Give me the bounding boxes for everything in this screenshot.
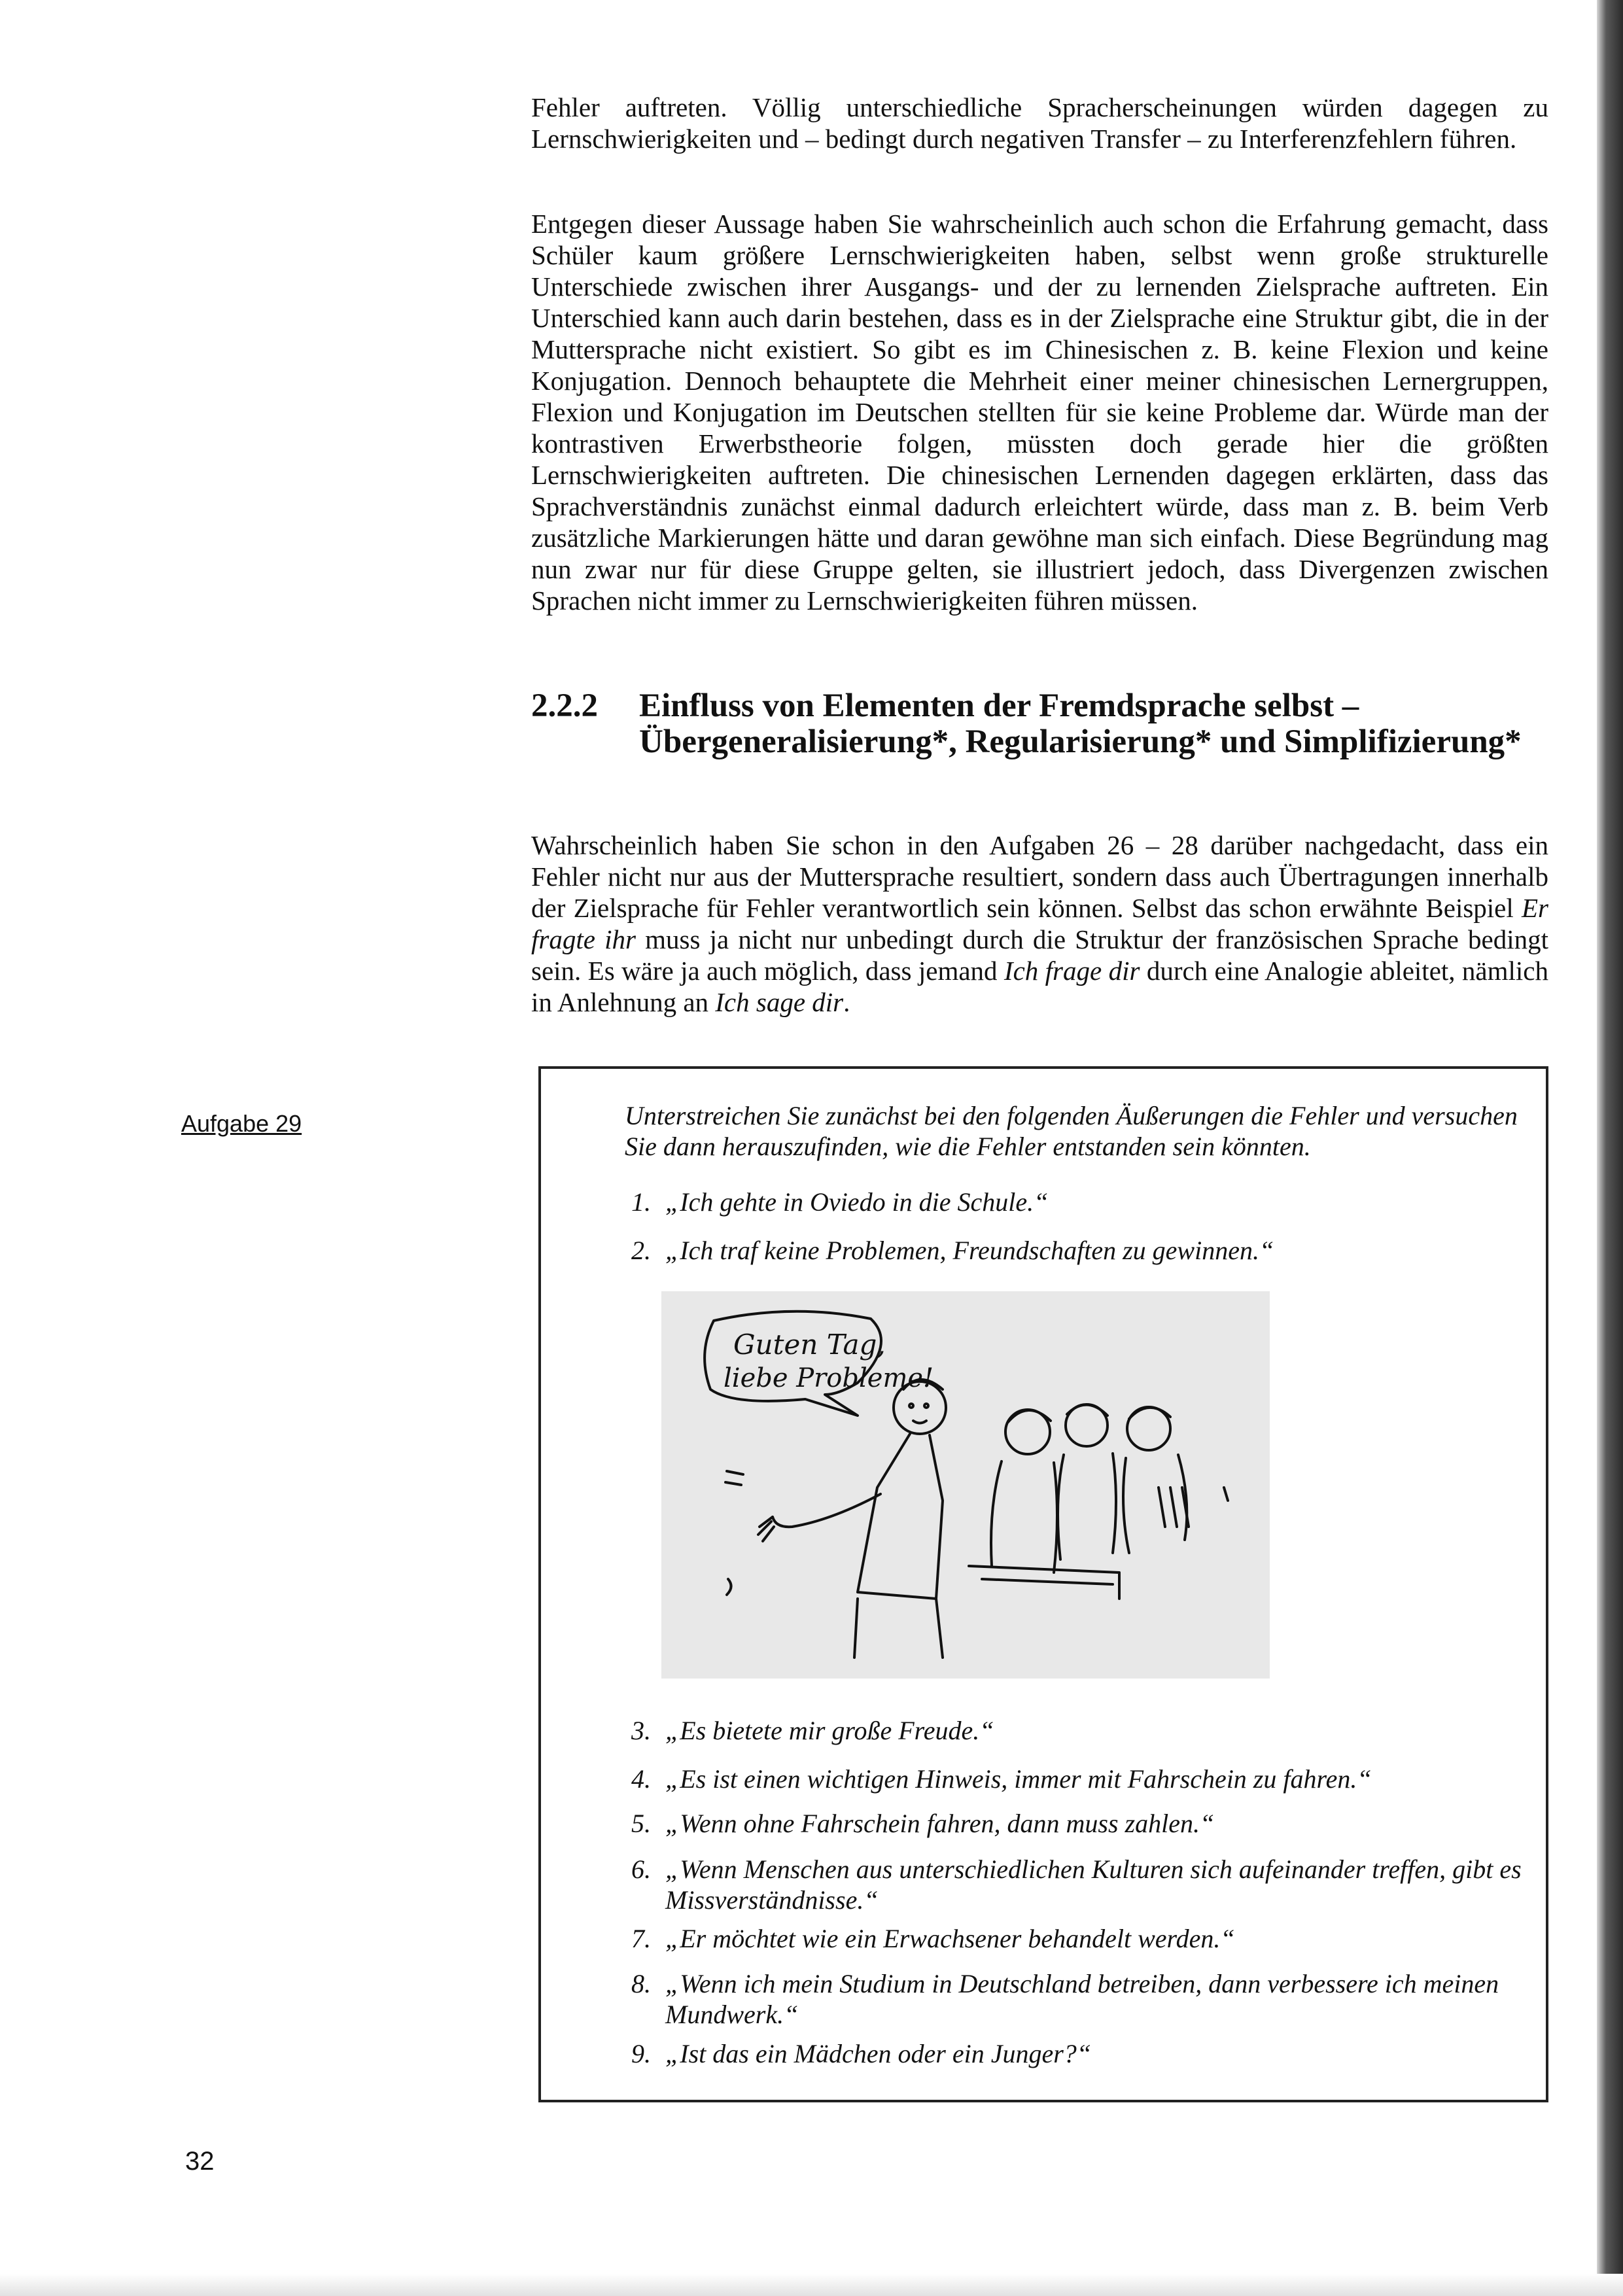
- page-number: 32: [185, 2147, 215, 2176]
- task-item-number: 1.: [631, 1187, 651, 1217]
- task-item-text: „Ich gehte in Oviedo in die Schule.“: [665, 1187, 1049, 1217]
- task-item-number: 5.: [631, 1809, 651, 1838]
- example-ich-sage-dir: Ich sage dir: [715, 987, 844, 1017]
- cartoon-illustration: [661, 1291, 1270, 1679]
- example-er-fragte-ihr: Er fragte ihr: [531, 893, 1548, 954]
- example-ich-frage-dir: Ich frage dir: [1003, 956, 1140, 986]
- task-item-number: 4.: [631, 1764, 651, 1794]
- paragraph-1: [531, 92, 1548, 154]
- task-item-number: 7.: [631, 1924, 651, 1953]
- task-box: [538, 1066, 1548, 2102]
- task-item-text: „Wenn ohne Fahrschein fahren, dann muss zahlen.“: [665, 1809, 1215, 1838]
- task-item-text: „Es bietete mir große Freude.“: [665, 1716, 994, 1745]
- task-item-text: „Ich traf keine Problemen, Freundschaften zu gewinnen.“: [665, 1236, 1274, 1265]
- page-edge-shadow: [1597, 0, 1623, 2296]
- task-label: Aufgabe 29: [181, 1110, 302, 1137]
- speaker-body: [858, 1434, 943, 1599]
- task-item-number: 8.: [631, 1969, 651, 1998]
- paragraph-2: [531, 208, 1548, 616]
- task-item-text: „Ist das ein Mädchen oder ein Junger?“: [665, 2039, 1092, 2068]
- task-instruction: Unterstreichen Sie zunächst bei den folgenden Äußerungen die Fehler und versuchen Sie dann herauszufinden, wie die Fehler entstanden sein könnten.: [625, 1101, 1518, 1161]
- paragraph-2-text: Entgegen dieser Aussage haben Sie wahrscheinlich auch schon die Erfahrung gemacht, dass Schüler kaum größere Lernschwierigkeiten haben, selbst wenn große strukturelle Unterschiede zwischen ihrer Ausgangs- und der zu lernenden Zielsprache auftreten. Ein Unterschied kann auch darin bestehen, dass es in der Zielsprache eine Struktur gibt, die in der Muttersprache nicht existiert. So gibt es im Chinesischen z. B. keine Flexion und keine Konjugation. Dennoch behauptete die Mehrheit einer meiner chinesischen Lernergruppen, Flexion und Konjugation im Deutschen stellten für sie keine Probleme dar. Würde man der kontrastiven Erwerbstheorie folgen, müssten doch gerade hier die größten Lernschwierigkeiten auftreten. Die chinesischen Lernenden dagegen erklärten, dass das Sprachverständnis zunächst einmal dadurch erleichtert würde, dass man z. B. beim Verb zusätzliche Markierungen hätte und daran gewöhne man sich einfach. Diese Begründung mag nun zwar nur für diese Gruppe gelten, sie illustriert jedoch, dass Divergenzen zwischen Sprachen nicht immer zu Lernschwierigkeiten führen müssen.: [531, 209, 1548, 616]
- paragraph-3: [531, 829, 1548, 1018]
- task-item-text: „Es ist einen wichtigen Hinweis, immer mit Fahrschein zu fahren.“: [665, 1764, 1372, 1794]
- scan-bottom-band: [0, 2274, 1623, 2296]
- task-item-number: 2.: [631, 1236, 651, 1265]
- paragraph-3-text: [531, 829, 1548, 1018]
- speech-line-1: Guten Tag,: [733, 1329, 886, 1361]
- section-title: Einfluss von Elementen der Fremdsprache selbst – Übergeneralisierung*, Regularisierung* und Simplifizierung*: [639, 687, 1522, 760]
- paragraph-3-part3: durch eine Analogie ableitet, nämlich in Anlehnung an: [531, 956, 1548, 1017]
- section-number: 2.2.2: [531, 687, 598, 724]
- task-item-number: 9.: [631, 2039, 651, 2068]
- paragraph-1-text: Fehler auftreten. Völlig unterschiedliche Spracherscheinungen würden dagegen zu Lernschwierigkeiten und – bedingt durch negativen Transfer – zu Interferenzfehlern führen.: [531, 92, 1548, 154]
- task-item-text: „Er möchtet wie ein Erwachsener behandelt werden.“: [665, 1924, 1235, 1953]
- paragraph-3-part4: .: [843, 987, 850, 1017]
- cartoon-drawing: [661, 1291, 1270, 1679]
- speech-line-2: liebe Probleme!: [724, 1363, 934, 1393]
- task-item-text: „Wenn ich mein Studium in Deutschland betreiben, dann verbessere ich meinen Mundwerk.“: [665, 1969, 1499, 2029]
- paragraph-3-part1: Wahrscheinlich haben Sie schon in den Aufgaben 26 – 28 darüber nachgedacht, dass ein Fehler nicht nur aus der Muttersprache resultiert, sondern dass auch Übertragungen innerhalb der Zielsprache für Fehler verantwortlich sein können. Selbst das schon erwähnte Beispiel: [531, 830, 1548, 923]
- task-item-number: 3.: [631, 1716, 651, 1745]
- task-item-number: 6.: [631, 1854, 651, 1884]
- task-item-text: „Wenn Menschen aus unterschiedlichen Kulturen sich aufeinander treffen, gibt es Missverständnisse.“: [665, 1854, 1522, 1915]
- paragraph-3-part2: muss ja nicht nur unbedingt durch die Struktur der französischen Sprache bedingt sein. Es wäre ja auch möglich, dass jemand: [531, 924, 1548, 986]
- speaker-arm: [773, 1494, 881, 1527]
